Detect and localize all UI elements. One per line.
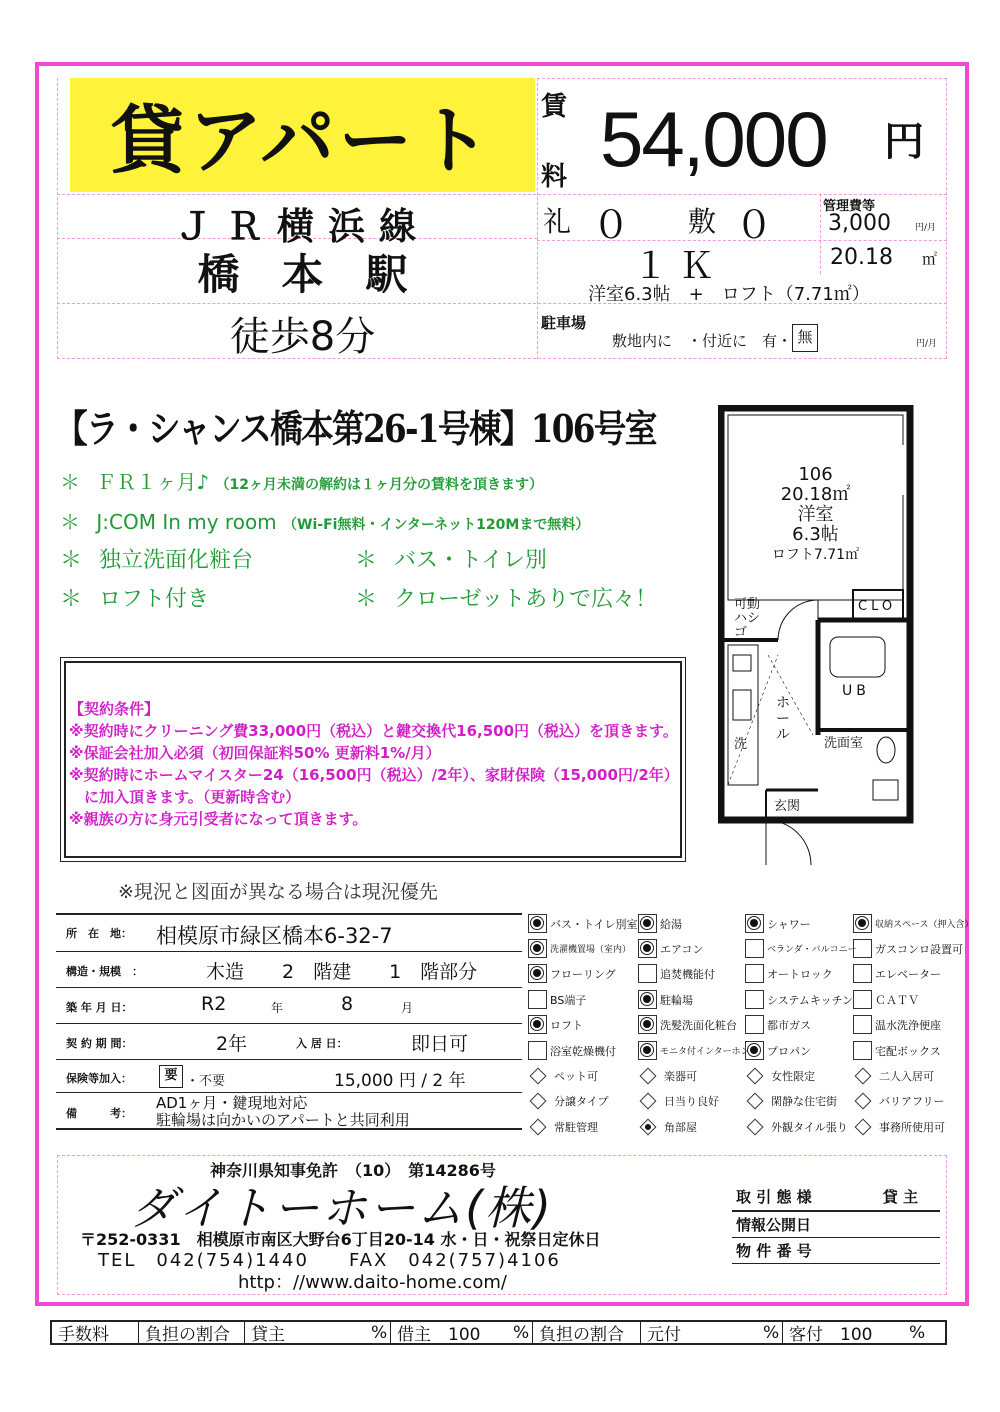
highlight-main: ＦＲ１ヶ月♪ — [96, 470, 210, 494]
condition-line: ※親族の方に身元引受者になって頂きます。 — [69, 810, 368, 828]
divider — [537, 78, 947, 79]
address-label: 所 在 地： — [66, 927, 132, 940]
feature-label: 収納スペース（押入含） — [875, 920, 974, 930]
checked-box-icon — [745, 1041, 764, 1060]
selected-circle-icon — [530, 916, 544, 930]
feature-item — [853, 1041, 941, 1060]
divider — [537, 78, 538, 359]
selected-circle-icon — [640, 1017, 654, 1031]
remarks-label: 備 考： — [66, 1107, 132, 1120]
feature-item — [528, 939, 631, 958]
selected-circle-icon — [640, 941, 654, 955]
movein-label: 入 居 日： — [296, 1037, 348, 1050]
feature-item — [638, 1015, 737, 1034]
feature-item — [853, 914, 974, 933]
selected-circle-icon — [530, 966, 544, 980]
divider — [57, 78, 58, 359]
parking-unit: 円/月 — [916, 339, 938, 349]
structure-value: 木造 2 階建 1 階部分 — [206, 961, 478, 983]
deal-type-value: 貸 主 — [882, 1188, 918, 1206]
feature-item — [853, 939, 963, 958]
feature-label: 宅配ボックス — [875, 1044, 941, 1058]
deal-type-label: 取 引 態 様 — [736, 1188, 812, 1206]
highlight-item — [355, 543, 547, 574]
feature-label: エレベーター — [875, 967, 941, 981]
structure-label: 構造・規模 ： — [66, 965, 143, 978]
checked-box-icon — [745, 914, 764, 933]
selected-circle-icon — [640, 992, 654, 1006]
feature-label: エアコン — [660, 942, 704, 956]
fee-cell: 負担の割合 — [533, 1322, 641, 1343]
empty-box-icon — [853, 964, 872, 983]
feature-label: オートロック — [767, 967, 833, 981]
highlight-main: クローゼットありで広々！ — [394, 587, 658, 612]
feature-item — [853, 964, 941, 983]
kanri-unit: 円/月 — [915, 223, 937, 233]
agency-license: 神奈川県知事免許 （10） 第14286号 — [210, 1161, 496, 1180]
highlight-main: ロフト付き — [99, 587, 210, 612]
feature-label: 駐輪場 — [660, 993, 693, 1007]
rent-label-1: 賃 — [541, 92, 568, 122]
fee-cell: 貸主 — [251, 1325, 285, 1345]
feature-item — [528, 914, 637, 933]
bullet-icon: ＊ — [60, 470, 80, 494]
feature-label: ＣＡＴＶ — [875, 993, 919, 1007]
fp-bath: UB — [842, 683, 870, 699]
feature-label: 洗髪洗面化粧台 — [660, 1018, 737, 1032]
empty-box-icon — [528, 1041, 547, 1060]
bullet-icon: ＊ — [355, 548, 378, 573]
empty-box-icon — [853, 1015, 872, 1034]
checked-diamond-icon — [640, 1119, 657, 1136]
floor-plan — [718, 405, 918, 875]
divider — [57, 194, 947, 195]
checked-box-icon — [853, 914, 872, 933]
feature-item — [638, 939, 703, 958]
notice-text: ※現況と図面が異なる場合は現況優先 — [118, 881, 438, 903]
feature-label: ロフト — [550, 1018, 583, 1032]
room-detail: 洋室6.3帖 + ロフト（7.71㎡） — [588, 284, 870, 305]
feature-item — [853, 1093, 945, 1109]
details-table — [56, 913, 522, 1130]
empty-box-icon — [638, 964, 657, 983]
property-name: 【ラ・シャンス橋本第26-1号棟】106号室 — [55, 406, 656, 451]
kanri-label: 管理費等 — [823, 199, 876, 214]
reikin-label: 礼 — [543, 205, 572, 238]
parking-none-box: 無 — [792, 324, 818, 352]
feature-label: 閑静な住宅街 — [771, 1095, 837, 1108]
empty-box-icon — [853, 939, 872, 958]
divider — [946, 78, 947, 359]
empty-box-icon — [853, 1041, 872, 1060]
feature-label: フローリング — [550, 967, 616, 981]
selected-circle-icon — [640, 916, 654, 930]
feature-label: プロパン — [767, 1044, 811, 1058]
divider — [57, 1155, 58, 1295]
empty-diamond-icon — [530, 1119, 547, 1136]
feature-label: ペット可 — [554, 1070, 598, 1083]
built-month: 8 — [341, 993, 354, 1015]
insurance-required-box: 要 — [159, 1065, 183, 1088]
highlight-item — [60, 582, 209, 613]
feature-label: 楽器可 — [664, 1070, 697, 1083]
feature-item — [638, 1093, 719, 1109]
contract-conditions — [60, 657, 686, 862]
rent-unit: 円 — [884, 119, 924, 165]
rent-price: 54,000 — [600, 95, 827, 183]
built-month-unit: 月 — [401, 1001, 414, 1015]
condition-line: ※保証会社加入必須（初回保証料50% 更新料1%/月） — [69, 744, 441, 762]
fee-cell: % — [507, 1322, 533, 1343]
insurance-cost: 15,000 円 / 2 年 — [334, 1071, 466, 1091]
fee-cell: 借主 100 — [397, 1325, 481, 1345]
feature-label: 追焚機能付 — [660, 967, 715, 981]
feature-item — [745, 939, 857, 958]
highlight-main: J:COM In my room — [96, 510, 277, 534]
feature-item — [638, 964, 715, 983]
highlight-item — [60, 466, 543, 495]
fp-closet: CLO — [858, 599, 897, 614]
empty-box-icon — [745, 964, 764, 983]
fp-room-no: 106 — [798, 464, 833, 485]
fee-cell: % — [365, 1322, 391, 1343]
divider — [820, 194, 821, 274]
feature-item — [638, 1119, 697, 1135]
checked-box-icon — [528, 964, 547, 983]
feature-label: 二人入居可 — [879, 1070, 934, 1083]
feature-item — [638, 990, 693, 1009]
empty-diamond-icon — [855, 1093, 872, 1110]
feature-item — [528, 964, 616, 983]
empty-diamond-icon — [855, 1068, 872, 1085]
empty-diamond-icon — [640, 1093, 657, 1110]
term-label: 契 約 期 間： — [66, 1037, 133, 1050]
empty-diamond-icon — [640, 1068, 657, 1085]
highlight-main: 独立洗面化粧台 — [99, 548, 254, 573]
listing-type-banner: 貸アパート — [70, 78, 535, 192]
property-id-label: 物 件 番 号 — [736, 1242, 812, 1260]
feature-label: BS端子 — [550, 993, 587, 1007]
checked-box-icon — [528, 1015, 547, 1034]
reikin-value: ０ — [592, 203, 631, 247]
feature-item — [853, 990, 919, 1009]
feature-label: 外観タイル張り — [771, 1121, 848, 1134]
parking-label: 駐車場 — [541, 314, 587, 332]
feature-label: システムキッチン — [767, 993, 854, 1007]
feature-item — [745, 1015, 811, 1034]
feature-item — [528, 1068, 598, 1084]
highlight-sub: （Wi-Fi無料・インターネット120Mまで無料） — [283, 517, 590, 533]
checked-box-icon — [638, 914, 657, 933]
deal-info-table — [732, 1186, 940, 1264]
bullet-icon: ＊ — [60, 548, 83, 573]
highlight-main: バス・トイレ別 — [394, 548, 547, 573]
divider — [57, 1155, 947, 1156]
feature-item — [745, 990, 853, 1009]
fp-room: 洋室 — [797, 504, 834, 525]
feature-item — [745, 1093, 837, 1109]
feature-label: シャワー — [767, 917, 811, 931]
layout-type: １Ｋ — [632, 246, 725, 287]
fee-cell: 客付 100 — [789, 1325, 873, 1345]
divider — [946, 1155, 947, 1295]
empty-diamond-icon — [530, 1093, 547, 1110]
fee-cell: 元付 — [647, 1325, 681, 1345]
feature-label: 角部屋 — [664, 1121, 697, 1134]
fee-cell: 手数料 — [52, 1322, 139, 1343]
kanri-value: 3,000 — [828, 211, 891, 236]
feature-label: 女性限定 — [771, 1070, 815, 1083]
address-value: 相模原市緑区橋本6-32-7 — [156, 924, 393, 948]
feature-label: ガスコンロ設置可 — [875, 942, 963, 956]
highlight-item — [60, 543, 253, 574]
highlight-sub: （12ヶ月未満の解約は１ヶ月分の賃料を頂きます） — [215, 477, 543, 493]
conditions-title: 【契約条件】 — [69, 700, 160, 718]
insurance-not-required: ・不要 — [186, 1074, 226, 1089]
fee-table — [50, 1320, 947, 1345]
feature-item — [638, 1041, 750, 1060]
empty-diamond-icon — [747, 1093, 764, 1110]
info-date-label: 情報公開日 — [736, 1216, 812, 1234]
fee-cell: % — [757, 1322, 783, 1343]
feature-item — [745, 1119, 848, 1135]
bullet-icon: ＊ — [60, 587, 83, 612]
selected-circle-icon — [747, 916, 761, 930]
agency-phone: TEL 042(754)1440 FAX 042(757)4106 — [98, 1250, 561, 1271]
feature-item — [853, 1015, 941, 1034]
empty-diamond-icon — [747, 1068, 764, 1085]
fp-entrance: 玄関 — [774, 799, 801, 814]
divider — [57, 1294, 947, 1295]
empty-box-icon — [528, 990, 547, 1009]
area-value: 20.18 — [830, 245, 893, 270]
fp-washroom: 洗面室 — [824, 736, 864, 751]
feature-item — [853, 1068, 934, 1084]
feature-item — [528, 1119, 598, 1135]
feature-item — [528, 1093, 608, 1109]
parking-text: 敷地内に ・付近に 有・ — [612, 332, 793, 350]
shikikin-label: 敷 — [688, 205, 717, 238]
checked-box-icon — [638, 939, 657, 958]
feature-label: 浴室乾燥機付 — [550, 1044, 616, 1058]
train-line: ＪＲ横浜線 — [175, 204, 430, 248]
empty-diamond-icon — [855, 1119, 872, 1136]
feature-label: 温水洗浄便座 — [875, 1018, 941, 1032]
feature-item — [528, 990, 586, 1009]
feature-label: 洗濯機置場（室内） — [550, 945, 632, 955]
term-value: 2年 — [216, 1033, 248, 1055]
selected-circle-icon — [530, 941, 544, 955]
empty-box-icon — [745, 1015, 764, 1034]
insurance-label: 保険等加入： — [66, 1072, 132, 1085]
condition-line: ※契約時にクリーニング費33,000円（税込）と鍵交換代16,500円（税込）を頂きます。 — [69, 722, 678, 740]
feature-item — [853, 1119, 945, 1135]
feature-label: 給湯 — [660, 917, 682, 931]
empty-box-icon — [853, 990, 872, 1009]
area-unit: ㎡ — [922, 250, 938, 268]
feature-item — [638, 914, 682, 933]
checked-box-icon — [528, 939, 547, 958]
fee-cell: % — [909, 1322, 926, 1343]
fp-hall: ホール — [776, 695, 790, 743]
feature-item — [745, 1041, 811, 1060]
agency-address: 〒252-0331 相模原市南区大野台6丁目20-14 水・日・祝祭日定休日 — [80, 1230, 601, 1249]
fee-cell: 負担の割合 — [139, 1322, 245, 1343]
rent-label-2: 料 — [541, 162, 568, 192]
feature-label: バリアフリー — [879, 1095, 945, 1108]
feature-label: 日当り良好 — [664, 1095, 719, 1108]
built-year-unit: 年 — [271, 1001, 284, 1015]
checked-box-icon — [638, 1015, 657, 1034]
agency-url[interactable]: http：//www.daito-home.com/ — [238, 1272, 507, 1293]
feature-item — [745, 1068, 815, 1084]
selected-circle-icon — [855, 916, 869, 930]
feature-item — [638, 1068, 697, 1084]
highlight-item — [355, 582, 657, 613]
bullet-icon: ＊ — [355, 587, 378, 612]
built-era: R2 — [201, 993, 227, 1015]
feature-label: 分譲タイプ — [554, 1095, 609, 1108]
empty-diamond-icon — [747, 1119, 764, 1136]
built-label: 築 年 月 日： — [66, 1001, 133, 1014]
shikikin-value: ０ — [735, 203, 774, 247]
feature-label: モニタ付インターホン — [660, 1047, 750, 1057]
feature-item — [528, 1041, 616, 1060]
fp-ladder: 可動ハシゴ — [734, 597, 761, 640]
selected-circle-icon — [530, 1017, 544, 1031]
feature-item — [745, 914, 811, 933]
condition-line: ※契約時にホームマイスター24（16,500円（税込）/2年）、家財保険（15,000円/2年） — [69, 766, 679, 784]
fp-tatami: 6.3帖 — [792, 524, 839, 545]
fp-wash: 洗 — [734, 737, 748, 752]
selected-circle-icon — [640, 1043, 654, 1057]
station-name: 橋 本 駅 — [197, 250, 408, 299]
movein-value: 即日可 — [411, 1033, 469, 1055]
feature-item — [745, 964, 833, 983]
feature-label: 常駐管理 — [554, 1121, 598, 1134]
empty-box-icon — [745, 990, 764, 1009]
highlight-item — [60, 506, 589, 535]
checked-box-icon — [638, 1041, 657, 1060]
empty-diamond-icon — [530, 1068, 547, 1085]
walk-time: 徒歩8分 — [229, 314, 376, 360]
feature-label: 事務所使用可 — [879, 1121, 945, 1134]
empty-box-icon — [745, 939, 764, 958]
feature-label: バス・トイレ別室 — [550, 917, 638, 931]
feature-item — [528, 1015, 583, 1034]
feature-label: ベランダ・バルコニー — [767, 945, 857, 955]
bullet-icon: ＊ — [60, 510, 80, 534]
selected-circle-icon — [747, 1043, 761, 1057]
fp-loft: ロフト7.71㎡ — [771, 547, 860, 563]
checked-box-icon — [638, 990, 657, 1009]
condition-line: に加入頂きます。（更新時含む） — [69, 788, 301, 806]
remarks-line: 駐輪場は向かいのアパートと共同利用 — [156, 1111, 410, 1129]
feature-label: 都市ガス — [767, 1018, 811, 1032]
remarks-line: AD1ヶ月・鍵現地対応 — [156, 1094, 308, 1112]
fp-area: 20.18㎡ — [780, 484, 851, 505]
checked-box-icon — [528, 914, 547, 933]
agency-name: ダイトーホーム(株) — [130, 1181, 553, 1235]
